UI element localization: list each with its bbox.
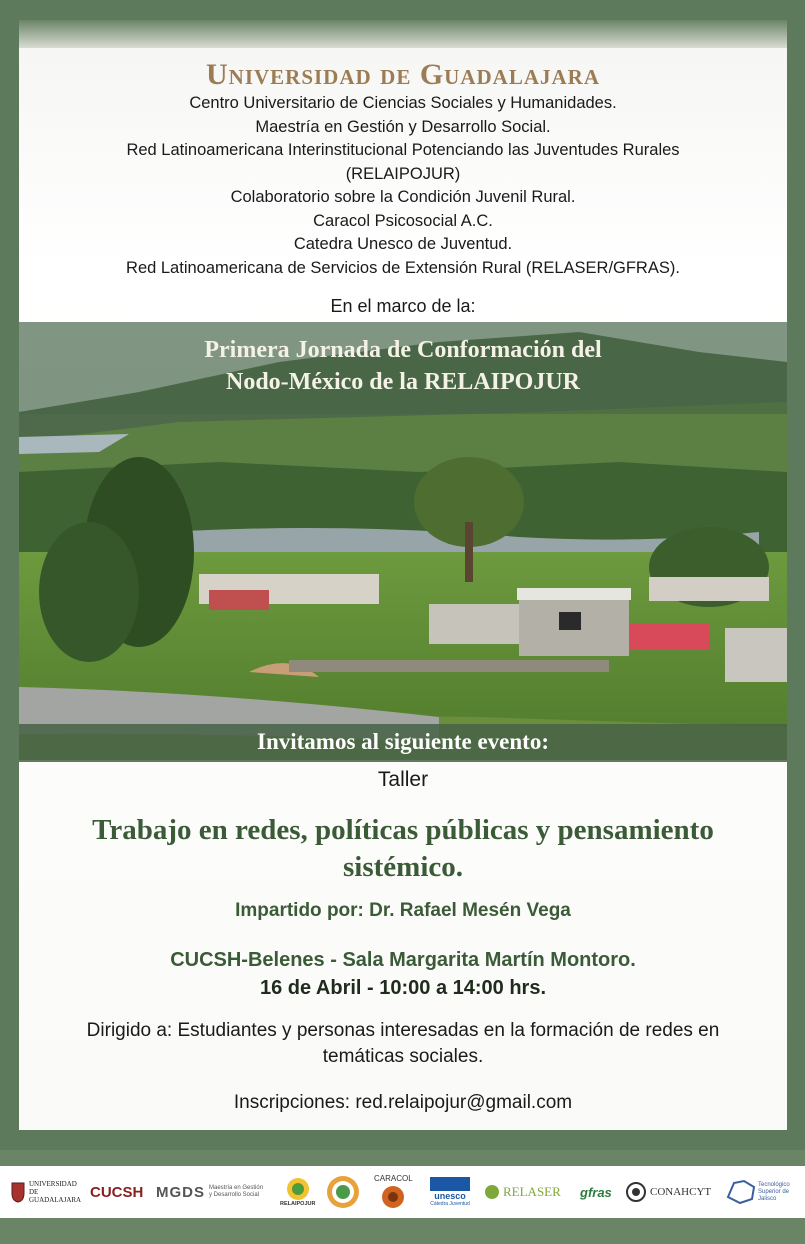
udg-logo-text: UNIVERSIDAD DE GUADALAJARA (29, 1180, 82, 1204)
relaser-globe-icon (484, 1184, 500, 1200)
event-date: 16 de Abril - 10:00 a 14:00 hrs. (259, 977, 547, 999)
event-signup: Inscripciones: red.relaipojur@gmail.com (233, 1092, 573, 1113)
invite-band (19, 724, 787, 762)
relaipojur-logo-text: RELAIPOJUR (280, 1201, 316, 1207)
poster-card (19, 48, 787, 1130)
event-venue: CUCSH-Belenes - Sala Margarita Martín Montoro. (170, 949, 636, 971)
event-title-line: Trabajo en redes, políticas públicas y pensamiento (92, 814, 714, 846)
event-type: Taller (377, 768, 429, 791)
event-venue-block (19, 946, 787, 1002)
udg-logo (10, 1166, 87, 1218)
org-line: Red Latinoamericana Interinstitucional Potenciando las Juventudes Rurales (126, 141, 680, 159)
unesco-logo-text: unesco (434, 1191, 466, 1201)
event-title (39, 812, 767, 886)
org-line: Caracol Psicosocial A.C. (313, 211, 493, 230)
gfras-logo (580, 1166, 612, 1218)
mgds-logo (156, 1166, 267, 1218)
event-title-line: sistémico. (343, 851, 463, 883)
unesco-logo-subtitle: Cátedra Juventud (430, 1201, 470, 1207)
cucsh-logo (90, 1166, 143, 1218)
landscape-photo (19, 322, 787, 760)
unesco-logo (430, 1166, 470, 1218)
unesco-temple-icon (430, 1177, 470, 1191)
intro-text: En el marco de la: (330, 296, 476, 316)
udg-seal-icon (10, 1181, 26, 1203)
relaser-logo (484, 1166, 561, 1218)
conahcyt-logo (626, 1166, 711, 1218)
event-audience (29, 1018, 777, 1070)
university-title: Universidad de Guadalajara (205, 58, 601, 91)
relaser-logo-text: RELASER (503, 1184, 561, 1199)
relaipojur-logo (280, 1166, 315, 1218)
organizations-list (19, 92, 787, 280)
jornada-title (19, 334, 787, 398)
tecnologico-logo-text: Tecnológico Superior de Jalisco (758, 1181, 790, 1202)
org-line: Catedra Unesco de Juventud. (293, 235, 513, 253)
event-speaker: Impartido por: Dr. Rafael Mesén Vega (235, 900, 571, 921)
conahcyt-logo-text: CONAHCYT (650, 1186, 712, 1198)
tecnologico-logo (724, 1166, 798, 1218)
gfras-logo-text: gfras (580, 1184, 612, 1200)
org-line: Centro Universitario de Ciencias Sociales y Humanidades. (189, 94, 617, 112)
org-line: (RELAIPOJUR) (345, 164, 461, 183)
caracol-logo-text: CARACOL (374, 1173, 413, 1183)
mgds-logo-text: MGDS (156, 1183, 205, 1201)
cucsh-logo-text: CUCSH (90, 1183, 144, 1201)
caracol-snail-icon (378, 1183, 408, 1211)
sponsor-logo-bar (0, 1166, 805, 1218)
jalisco-map-icon (724, 1177, 758, 1207)
card-top-edge (19, 20, 787, 48)
conahcyt-emblem-icon (626, 1182, 646, 1202)
org-line: Red Latinoamericana de Servicios de Extensión Rural (RELASER/GFRAS). (126, 258, 680, 277)
invite-text: Invitamos al siguiente evento: (257, 729, 549, 754)
relaipojur-emblem-icon (286, 1177, 310, 1201)
jornada-banner (19, 322, 787, 414)
jornada-line: Primera Jornada de Conformación del (204, 337, 602, 363)
caracol-logo (374, 1166, 413, 1218)
org-line: Maestría en Gestión y Desarrollo Social. (255, 117, 551, 136)
colaboratorio-logo (326, 1166, 360, 1218)
org-line: Colaboratorio sobre la Condición Juvenil Rural. (230, 188, 576, 206)
colaboratorio-emblem-icon (326, 1175, 360, 1209)
audience-line: temáticas sociales. (322, 1046, 484, 1067)
mgds-logo-subtitle: Maestría en Gestión y Desarrollo Social (209, 1185, 264, 1198)
audience-line: Dirigido a: Estudiantes y personas interesadas en la formación de redes en (86, 1020, 720, 1041)
jornada-line: Nodo-México de la RELAIPOJUR (226, 369, 580, 395)
